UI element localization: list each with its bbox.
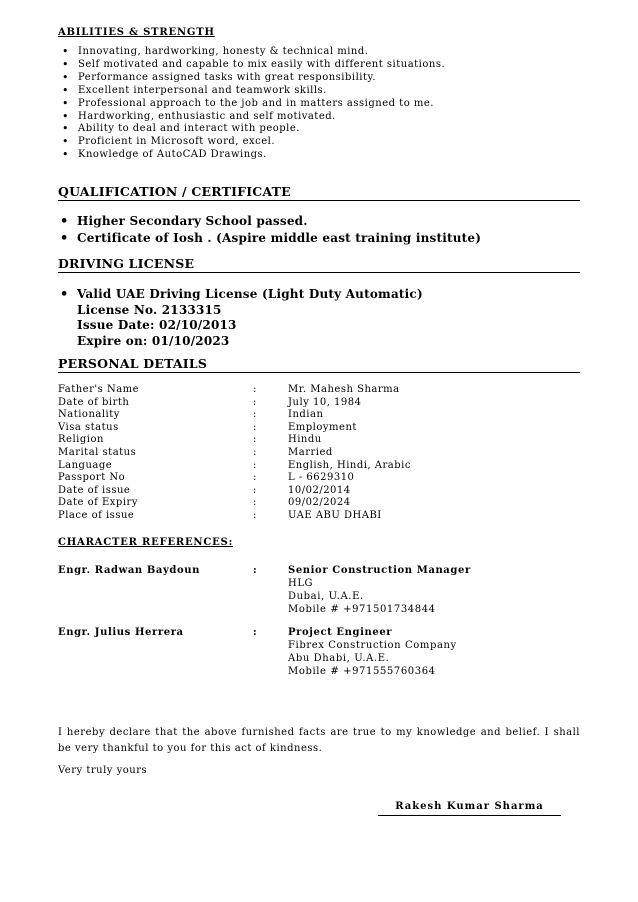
table-row — [58, 422, 508, 435]
personal-details-table — [58, 384, 508, 523]
table-row — [58, 510, 508, 523]
table-row — [58, 497, 508, 510]
table-row — [58, 460, 508, 473]
detail-colon: : — [253, 472, 257, 484]
reference-entry — [58, 626, 457, 678]
list-item: • Higher Secondary School passed. — [58, 213, 481, 230]
detail-value: Employment — [288, 421, 357, 433]
qualification-list — [58, 213, 481, 247]
detail-colon: : — [253, 459, 257, 471]
detail-key: Nationality — [58, 409, 120, 421]
list-item: • Ability to deal and interact with people. — [58, 123, 445, 136]
list-item: • Certificate of Iosh . (Aspire middle east training institute) — [58, 230, 481, 247]
detail-value: 09/02/2024 — [288, 497, 351, 509]
declaration-text: I hereby declare that the above furnished facts are true to my knowledge and belief. I shall be very thankful to you for this act of kindness. — [58, 727, 580, 754]
reference-colon: : — [253, 627, 258, 638]
detail-value: Indian — [288, 409, 324, 421]
table-row — [58, 472, 508, 485]
detail-value: 10/02/2014 — [288, 484, 351, 496]
license-type: • Valid UAE Driving License (Light Duty Automatic) — [77, 287, 423, 301]
detail-value: UAE ABU DHABI — [288, 509, 382, 521]
list-item: • Self motivated and capable to mix easily with different situations. — [58, 59, 445, 72]
driving-heading: DRIVING LICENSE — [58, 256, 580, 273]
reference-line: HLG — [288, 578, 314, 589]
closing-text: Very truly yours — [58, 765, 148, 776]
reference-title: Senior Construction Manager — [288, 565, 471, 576]
detail-key: Date of Expiry — [58, 497, 138, 509]
detail-key: Place of issue — [58, 509, 135, 521]
detail-colon: : — [253, 484, 257, 496]
list-item: • Performance assigned tasks with great responsibility. — [58, 72, 445, 85]
list-item — [58, 287, 423, 349]
detail-colon: : — [253, 509, 257, 521]
detail-colon: : — [253, 434, 257, 446]
detail-key: Date of birth — [58, 396, 130, 408]
abilities-heading: ABILITIES & STRENGTH — [58, 27, 215, 38]
detail-key: Marital status — [58, 446, 137, 458]
reference-line: Fibrex Construction Company — [288, 640, 457, 651]
detail-colon: : — [253, 446, 257, 458]
signature-name: Rakesh Kumar Sharma — [378, 801, 561, 816]
reference-entry — [58, 564, 471, 616]
detail-value: English, Hindi, Arabic — [288, 459, 411, 471]
detail-value: Mr. Mahesh Sharma — [288, 384, 400, 395]
list-item: • Hardworking, enthusiastic and self motivated. — [58, 111, 445, 124]
references-heading: CHARACTER REFERENCES: — [58, 537, 234, 548]
detail-colon: : — [253, 396, 257, 408]
reference-title: Project Engineer — [288, 627, 393, 638]
list-item: • Innovating, hardworking, honesty & technical mind. — [58, 46, 445, 59]
detail-key: Religion — [58, 434, 104, 446]
detail-key: Passport No — [58, 472, 126, 484]
reference-line: Mobile # +971501734844 — [288, 604, 436, 615]
reference-line: Mobile # +971555760364 — [288, 666, 436, 677]
table-row — [58, 384, 508, 397]
qualification-heading: QUALIFICATION / CERTIFICATE — [58, 184, 580, 201]
driving-list — [58, 287, 423, 349]
detail-value: Hindu — [288, 434, 322, 446]
reference-colon: : — [253, 565, 258, 576]
detail-value: July 10, 1984 — [288, 396, 362, 408]
detail-value: L - 6629310 — [288, 472, 355, 484]
list-item: • Proficient in Microsoft word, excel. — [58, 136, 445, 149]
detail-key: Father's Name — [58, 384, 140, 395]
reference-name: Engr. Julius Herrera — [58, 627, 184, 638]
table-row — [58, 397, 508, 410]
detail-key: Language — [58, 459, 113, 471]
table-row — [58, 447, 508, 460]
list-item: • Professional approach to the job and in matters assigned to me. — [58, 98, 445, 111]
license-number: License No. 2133315 — [77, 302, 222, 317]
abilities-list — [58, 46, 445, 162]
detail-colon: : — [253, 497, 257, 509]
detail-colon: : — [253, 421, 257, 433]
reference-line: Abu Dhabi, U.A.E. — [288, 653, 390, 664]
reference-line: Dubai, U.A.E. — [288, 591, 364, 602]
license-issue-date: Issue Date: 02/10/2013 — [77, 318, 237, 332]
list-item: • Knowledge of AutoCAD Drawings. — [58, 149, 445, 162]
table-row — [58, 409, 508, 422]
detail-value: Married — [288, 446, 333, 458]
detail-colon: : — [253, 384, 257, 395]
license-expiry: Expire on: 01/10/2023 — [77, 333, 230, 348]
detail-key: Date of issue — [58, 484, 131, 496]
detail-key: Visa status — [58, 421, 119, 433]
reference-name: Engr. Radwan Baydoun — [58, 565, 200, 576]
detail-colon: : — [253, 409, 257, 421]
personal-heading: PERSONAL DETAILS — [58, 356, 580, 373]
list-item: • Excellent interpersonal and teamwork skills. — [58, 85, 445, 98]
table-row — [58, 434, 508, 447]
table-row — [58, 485, 508, 498]
